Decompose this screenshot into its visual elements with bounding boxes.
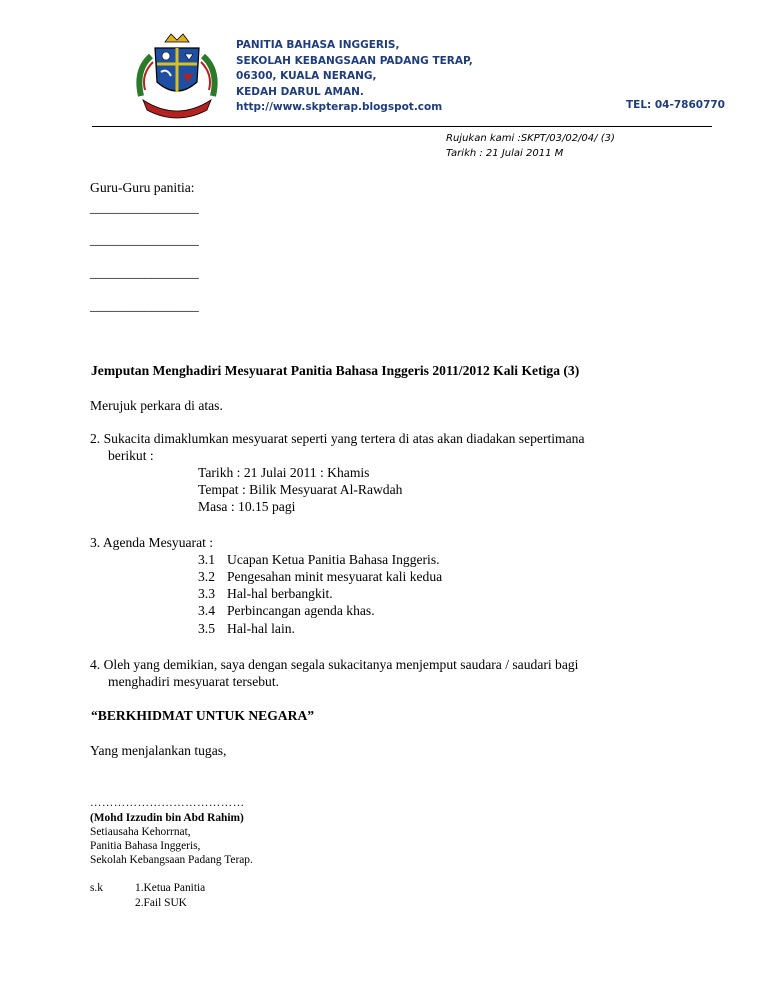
meeting-date: Tarikh : 21 Julai 2011 : Khamis bbox=[198, 465, 370, 480]
agenda-item-text: Hal-hal lain. bbox=[227, 621, 295, 636]
agenda-item-number: 3.5 bbox=[198, 621, 215, 636]
meeting-time: Masa : 10.15 pagi bbox=[198, 499, 296, 514]
letterhead-line: 06300, KUALA NERANG, bbox=[236, 70, 377, 82]
telephone-number: TEL: 04-7860770 bbox=[626, 99, 725, 111]
paragraph-2-line: berikut : bbox=[108, 448, 154, 463]
signatory-title: Setiausaha Kehorrnat, bbox=[90, 826, 191, 838]
agenda-item-text: Pengesahan minit mesyuarat kali kedua bbox=[227, 569, 443, 584]
reference-block bbox=[446, 132, 615, 161]
reference-number: Rujukan kami :SKPT/03/02/04/ (3) bbox=[446, 133, 615, 144]
signatory-name: (Mohd Izzudin bin Abd Rahim) bbox=[90, 812, 244, 824]
agenda-item-number: 3.4 bbox=[198, 603, 215, 618]
signature-dots: ………………………………… bbox=[90, 797, 245, 809]
agenda-item-text: Hal-hal berbangkit. bbox=[227, 586, 333, 601]
header-divider bbox=[92, 126, 712, 127]
paragraph-4-line: 4. Oleh yang demikian, saya dengan segala sukacitanya menjemput saudara / saudari bagi bbox=[90, 657, 579, 672]
cc-item: 1.Ketua Panitia bbox=[135, 882, 206, 894]
recipient-blank-line: ________________ bbox=[90, 232, 199, 247]
letterhead-line: KEDAH DARUL AMAN. bbox=[236, 85, 364, 98]
cc-item: 2.Fail SUK bbox=[135, 897, 187, 909]
agenda-item-number: 3.1 bbox=[198, 552, 215, 567]
cc-label: s.k bbox=[90, 882, 103, 894]
letterhead-line: PANITIA BAHASA INGGERIS, bbox=[236, 39, 400, 51]
paragraph-4-line: menghadiri mesyuarat tersebut. bbox=[108, 674, 279, 689]
letter-subject: Jemputan Menghadiri Mesyuarat Panitia Bahasa Inggeris 2011/2012 Kali Ketiga (3) bbox=[91, 363, 580, 378]
reference-date: Tarikh : 21 Julai 2011 M bbox=[446, 147, 564, 159]
agenda-item-number: 3.2 bbox=[198, 569, 215, 584]
motto: “BERKHIDMAT UNTUK NEGARA” bbox=[91, 708, 315, 723]
paragraph-2-line: 2. Sukacita dimaklumkan mesyuarat seperti yang tertera di atas akan diadakan sepertimana bbox=[90, 431, 585, 446]
intro-text: Merujuk perkara di atas. bbox=[90, 398, 223, 413]
agenda-item-text: Ucapan Ketua Panitia Bahasa Inggeris. bbox=[227, 552, 440, 567]
recipient-label: Guru-Guru panitia: bbox=[90, 180, 195, 195]
signatory-organisation: Panitia Bahasa Inggeris, bbox=[90, 840, 201, 852]
website-link[interactable]: http://www.skpterap.blogspot.com bbox=[236, 101, 443, 113]
agenda-item-text: Perbincangan agenda khas. bbox=[227, 603, 375, 618]
agenda-item-number: 3.3 bbox=[198, 586, 215, 601]
signatory-school: Sekolah Kebangsaan Padang Terap. bbox=[90, 854, 253, 866]
recipient-blank-line: ________________ bbox=[90, 298, 199, 313]
meeting-venue: Tempat : Bilik Mesyuarat Al-Rawdah bbox=[198, 482, 403, 497]
agenda-title: 3. Agenda Mesyuarat : bbox=[90, 535, 214, 550]
recipient-blank-line: ________________ bbox=[90, 200, 199, 215]
school-crest-logo bbox=[133, 30, 221, 120]
letterhead-line: SEKOLAH KEBANGSAAN PADANG TERAP, bbox=[236, 54, 473, 67]
closing-text: Yang menjalankan tugas, bbox=[90, 743, 227, 758]
recipient-blank-line: ________________ bbox=[90, 265, 199, 280]
